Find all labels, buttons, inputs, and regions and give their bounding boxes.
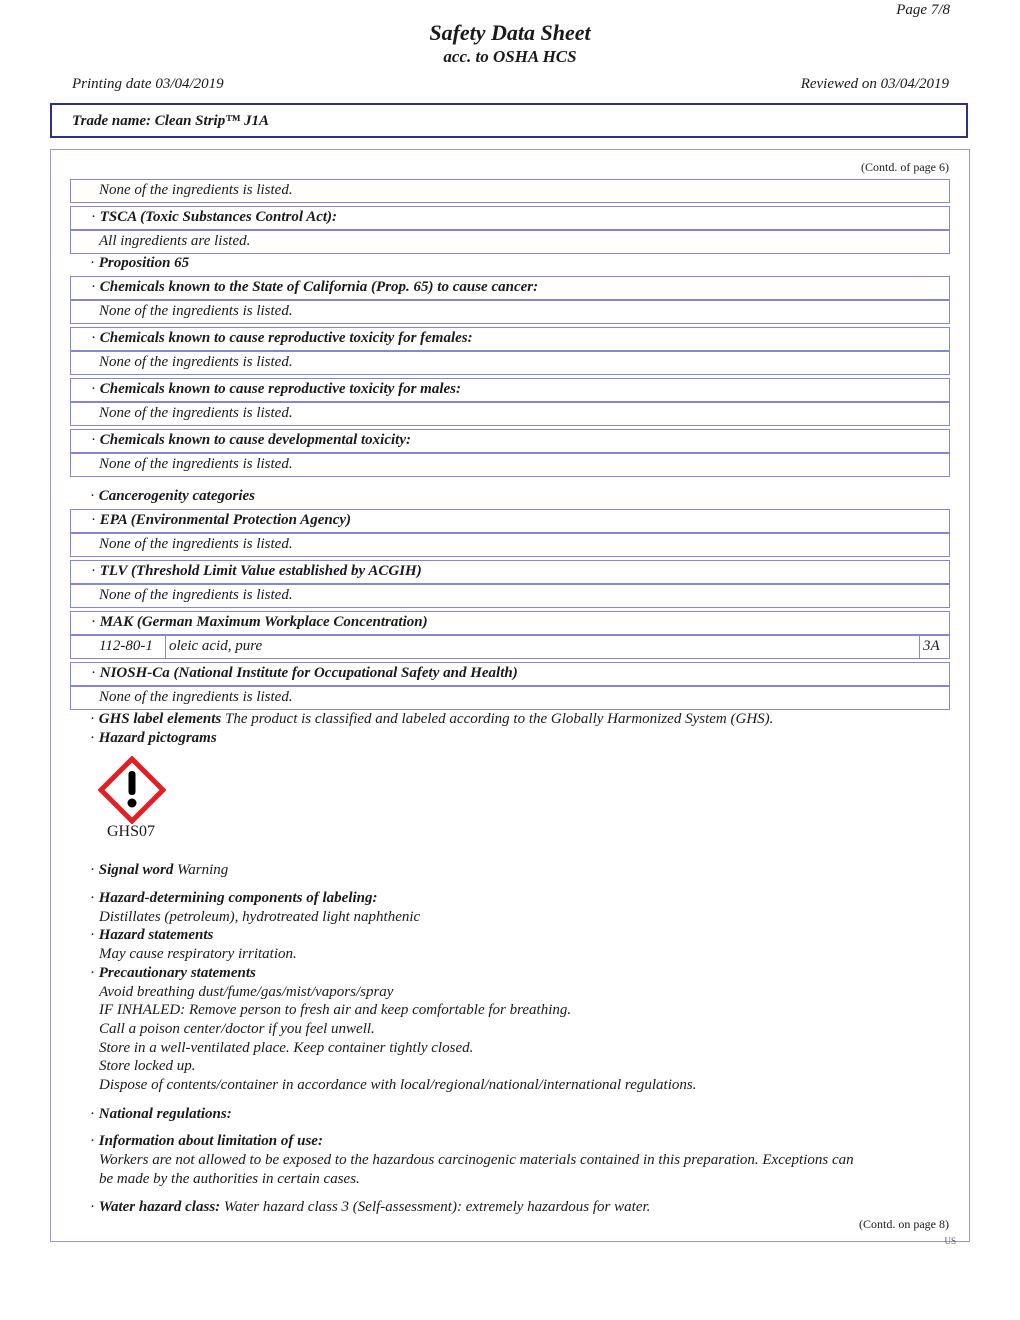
niosh-heading: NIOSH-Ca (National Institute for Occupational Safety and Health) bbox=[99, 665, 518, 681]
trade-name-box bbox=[50, 103, 968, 138]
precaution-item: Avoid breathing dust/fume/gas/mist/vapors/spray bbox=[99, 984, 394, 1000]
mak-substance-name: oleic acid, pure bbox=[169, 638, 263, 654]
exclamation-mark-diamond-icon bbox=[98, 756, 166, 824]
document-subtitle: acc. to OSHA HCS bbox=[443, 47, 577, 66]
signal-word-value: Warning bbox=[177, 862, 229, 878]
cell-divider bbox=[165, 636, 166, 658]
epa-value: None of the ingredients is listed. bbox=[99, 536, 293, 552]
water-hazard-line: · Water hazard class: Water hazard class 3 (Self-assessment): extremely hazardous for water. bbox=[90, 1199, 651, 1215]
contd-on-next: (Contd. on page 8) bbox=[859, 1217, 949, 1231]
hazard-components-value: Distillates (petroleum), hydrotreated light naphthenic bbox=[99, 909, 421, 925]
males-heading: Chemicals known to cause reproductive toxicity for males: bbox=[99, 381, 461, 397]
dev-heading-row: · Chemicals known to cause developmental toxicity: bbox=[70, 429, 950, 453]
signal-word-heading: Signal word bbox=[98, 862, 174, 878]
cancer-value-row bbox=[70, 300, 950, 324]
tsca-value-row bbox=[70, 230, 950, 254]
tlv-heading: TLV (Threshold Limit Value established by ACGIH) bbox=[99, 563, 422, 579]
document-title: Safety Data Sheet bbox=[429, 20, 591, 45]
printing-date: Printing date 03/04/2019 bbox=[72, 76, 224, 92]
precaution-item: Store in a well-ventilated place. Keep container tightly closed. bbox=[99, 1040, 474, 1056]
niosh-heading-row: · NIOSH-Ca (National Institute for Occupational Safety and Health) bbox=[70, 662, 950, 686]
tsca-heading-row: · TSCA (Toxic Substances Control Act): bbox=[70, 206, 950, 230]
water-hazard-value: Water hazard class 3 (Self-assessment): extremely hazardous for water. bbox=[223, 1199, 651, 1215]
males-value: None of the ingredients is listed. bbox=[99, 405, 293, 421]
cancer-value: None of the ingredients is listed. bbox=[99, 303, 293, 319]
females-value: None of the ingredients is listed. bbox=[99, 354, 293, 370]
hazard-pictograms-heading: Hazard pictograms bbox=[98, 730, 217, 746]
page-number: Page 7/8 bbox=[896, 2, 950, 18]
females-value-row bbox=[70, 351, 950, 375]
reviewed-date: Reviewed on 03/04/2019 bbox=[800, 76, 949, 92]
females-heading-row: · Chemicals known to cause reproductive toxicity for females: bbox=[70, 327, 950, 351]
mak-class: 3A bbox=[923, 638, 940, 654]
precautionary-heading: Precautionary statements bbox=[98, 965, 256, 981]
tlv-heading-row: · TLV (Threshold Limit Value established by ACGIH) bbox=[70, 560, 950, 584]
limitation-heading: Information about limitation of use: bbox=[98, 1133, 323, 1149]
epa-heading-row: · EPA (Environmental Protection Agency) bbox=[70, 509, 950, 533]
dev-value: None of the ingredients is listed. bbox=[99, 456, 293, 472]
epa-value-row bbox=[70, 533, 950, 557]
cell-divider bbox=[919, 636, 920, 658]
cancer-heading: Chemicals known to the State of California (Prop. 65) to cause cancer: bbox=[99, 279, 539, 295]
niosh-value-row bbox=[70, 686, 950, 710]
pictogram-code: GHS07 bbox=[107, 823, 156, 840]
water-hazard-heading: Water hazard class: bbox=[98, 1199, 221, 1215]
hazard-components-heading: Hazard-determining components of labeling: bbox=[98, 890, 378, 906]
national-regulations-heading: National regulations: bbox=[98, 1106, 232, 1122]
limitation-text: Workers are not allowed to be exposed to the hazardous carcinogenic materials contained in this preparation. Exceptions can bbox=[99, 1152, 854, 1168]
hazard-statements-heading: Hazard statements bbox=[98, 927, 214, 943]
tlv-value-row bbox=[70, 584, 950, 608]
none-listed-row bbox=[70, 179, 950, 203]
tsca-value: All ingredients are listed. bbox=[99, 233, 251, 249]
precaution-item: Dispose of contents/container in accordance with local/regional/national/international regulations. bbox=[99, 1077, 697, 1093]
prop65-heading: Proposition 65 bbox=[98, 255, 190, 271]
precaution-item: Call a poison center/doctor if you feel unwell. bbox=[99, 1021, 375, 1037]
niosh-value: None of the ingredients is listed. bbox=[99, 689, 293, 705]
tsca-heading: TSCA (Toxic Substances Control Act): bbox=[99, 209, 338, 225]
mak-heading-row: · MAK (German Maximum Workplace Concentration) bbox=[70, 611, 950, 635]
ghs-label-heading: GHS label elements bbox=[98, 711, 222, 727]
tlv-value: None of the ingredients is listed. bbox=[99, 587, 293, 603]
males-heading-row: · Chemicals known to cause reproductive toxicity for males: bbox=[70, 378, 950, 402]
epa-heading: EPA (Environmental Protection Agency) bbox=[99, 512, 351, 528]
contd-from-previous: (Contd. of page 6) bbox=[861, 160, 949, 174]
mak-heading: MAK (German Maximum Workplace Concentration) bbox=[99, 614, 428, 630]
precaution-item: Store locked up. bbox=[99, 1058, 196, 1074]
hazard-statement: May cause respiratory irritation. bbox=[99, 946, 297, 962]
precaution-item: IF INHALED: Remove person to fresh air and keep comfortable for breathing. bbox=[99, 1002, 572, 1018]
signal-word-line: · Signal word Warning bbox=[90, 862, 229, 878]
trade-name: Trade name: Clean Strip™ J1A bbox=[72, 113, 269, 129]
males-value-row bbox=[70, 402, 950, 426]
dev-heading: Chemicals known to cause developmental toxicity: bbox=[99, 432, 411, 448]
females-heading: Chemicals known to cause reproductive toxicity for females: bbox=[99, 330, 473, 346]
cancerogenity-heading: Cancerogenity categories bbox=[98, 488, 255, 504]
ghs-label-line: · GHS label elements The product is classified and labeled according to the Globally Harmonized System (GHS). bbox=[90, 711, 774, 727]
mak-table-row bbox=[70, 635, 950, 659]
region-mark: US bbox=[944, 1236, 956, 1246]
ghs-label-text: The product is classified and labeled according to the Globally Harmonized System (GHS). bbox=[225, 711, 774, 727]
mak-cas-number: 112-80-1 bbox=[99, 638, 153, 654]
cancer-heading-row: · Chemicals known to the State of California (Prop. 65) to cause cancer: bbox=[70, 276, 950, 300]
dev-value-row bbox=[70, 453, 950, 477]
row-text: None of the ingredients is listed. bbox=[99, 182, 293, 198]
limitation-text: be made by the authorities in certain cases. bbox=[99, 1171, 360, 1187]
